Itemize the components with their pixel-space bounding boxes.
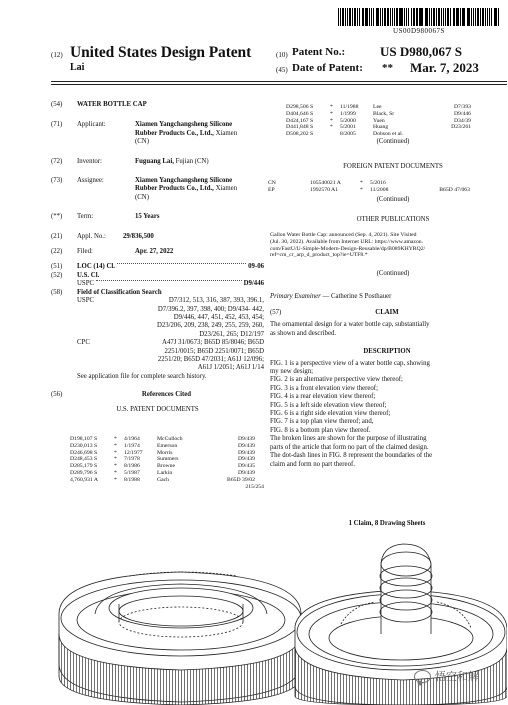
barcode-bar xyxy=(468,8,470,26)
patent-number: US D980,067 S xyxy=(380,44,462,59)
barcode-bar xyxy=(377,8,379,26)
barcode-bar xyxy=(429,8,430,26)
watermark: 悟空和解 xyxy=(414,668,479,684)
figure-description-line: FIG. 8 is a bottom plan view thereof. xyxy=(270,426,371,434)
barcode-bar xyxy=(494,8,495,26)
barcode-bar xyxy=(416,8,418,26)
reference-row: D246,698 S * 12/1977 Morris D9/439 xyxy=(70,449,255,456)
figure-descriptions xyxy=(270,360,504,469)
application-number: 29/836,500 xyxy=(123,232,154,240)
loc-class: 09-06 xyxy=(248,263,264,271)
barcode-bar xyxy=(491,8,492,26)
barcode-bar xyxy=(394,8,395,26)
patent-date: Mar. 7, 2023 xyxy=(410,60,479,75)
references-cited-title: References Cited xyxy=(141,391,192,399)
figure-description-line: my new design; xyxy=(270,368,314,376)
other-publications-title: OTHER PUBLICATIONS xyxy=(356,216,430,223)
barcode-bar xyxy=(384,8,387,26)
reference-row: D508,202 S 8/2005 Dobson et al. xyxy=(286,131,404,138)
header-rule-thin xyxy=(51,84,507,85)
barcode-bar xyxy=(347,8,348,26)
barcode-bar xyxy=(441,8,442,26)
assignee: Xiamen Yangchangsheng Silicone Rubber Products Co., Ltd., Xiamen (CN) xyxy=(135,177,238,201)
barcode-bar xyxy=(447,8,449,26)
barcode-bar xyxy=(482,8,484,26)
barcode-bar xyxy=(376,8,377,26)
search-history-note: See application file for complete search history. xyxy=(77,372,207,380)
description-title: DESCRIPTION xyxy=(363,348,411,356)
reference-row: D289,796 S * 5/1987 Larkin D9/439 xyxy=(70,469,255,476)
barcode-bar xyxy=(443,8,444,26)
figure-description-line: FIG. 4 is a rear elevation view thereof; xyxy=(270,393,376,401)
reference-row: D198,107 S * 4/1964 McCulloch D9/439 xyxy=(70,436,255,442)
reference-row: D248,453 S * 7/1978 Summers D9/439 xyxy=(70,456,255,463)
figure-description-line: FIG. 3 is a front elevation view thereof; xyxy=(270,384,378,392)
continued-note-2: (Continued) xyxy=(376,196,410,203)
claim-section: (57) CLAIM The ornamental design for a water bottle cap, substantially as shown and described. DESCRIPTION FIG. 1 is a perspective view of a water bottle cap, showing my new design; FIG. 2 is an alternative perspective view thereof; FIG. 3 is a front elevation view thereof; FIG. 4 is a rear elevation view thereof; FIG. 5 is a left side elevation view thereof; FIG. 6 is a right side elevation view thereof; FIG. 7 is a top plan view thereof; and, FIG. 8 is a bottom plan view thereof. The broken lines are shown for the purpose of illustrating parts of the article that form no part of the claimed design. The dot-dash lines in FIG. 8 represent the boundaries of the claim and form no part thereof. xyxy=(270,309,504,469)
reference-row: D285,179 S * 8/1986 Browne D9/435 xyxy=(70,463,255,470)
foreign-docs-title: FOREIGN PATENT DOCUMENTS xyxy=(343,163,443,170)
us-docs-title: U.S. PATENT DOCUMENTS xyxy=(116,405,199,413)
us-references-continued xyxy=(286,104,500,138)
barcode-bar xyxy=(413,8,414,26)
figure-description-line: FIG. 7 is a top plan view thereof; and, xyxy=(270,418,374,426)
barcode-bar xyxy=(462,8,463,26)
barcode-bar xyxy=(340,8,341,26)
claims-sheets: 1 Claim, 8 Drawing Sheets xyxy=(348,520,426,527)
kind-code-10: (10) xyxy=(276,51,288,59)
chat-bubble-icon xyxy=(414,670,431,683)
figure-description-line: FIG. 5 is a left side elevation view thereof; xyxy=(270,401,387,409)
continued-note-3: (Continued) xyxy=(376,270,410,277)
figure-description-line: claim and form no part thereof. xyxy=(270,460,355,468)
figure-description-line: The broken lines are shown for the purpose of illustrating xyxy=(270,435,427,443)
barcode-bar xyxy=(438,8,441,26)
barcode-bar xyxy=(453,8,454,26)
reference-row: 4,760,931 A * 8/1988 Gach B65D 39/02 xyxy=(70,476,255,483)
barcode-bar xyxy=(359,8,360,26)
barcode-bar xyxy=(396,8,398,26)
barcode-bar xyxy=(463,8,465,26)
uspc-class: D9/446 xyxy=(243,280,264,288)
kind-code-12: (12) xyxy=(51,51,63,59)
barcode-bar xyxy=(414,8,415,26)
barcode-bar xyxy=(349,8,352,26)
barcode-bar xyxy=(338,8,339,26)
inventor-short: Lai xyxy=(70,62,85,73)
figure-description-line: The dot-dash lines in FIG. 8 represent the boundaries of the xyxy=(270,452,433,460)
field-cpc-list: A47J 31/0673; B65D 85/8046; B65D 2251/0015; B65D 2251/0071; B65D 2251/20; B65D 47/2031; A61J 12/096; A61J 1/2051; A61J 1/14 xyxy=(157,339,264,372)
barcode-bar xyxy=(369,8,370,26)
barcode-bar xyxy=(357,8,359,26)
figure-description-line: FIG. 6 is a right side elevation view thereof; xyxy=(270,410,391,418)
patent-no-label: Patent No.: xyxy=(292,46,346,58)
foreign-reference-row: CN 105540021 A * 5/2016 xyxy=(268,180,386,186)
design-title: WATER BOTTLE CAP xyxy=(77,101,147,108)
date-mark: ** xyxy=(382,62,393,74)
inventor: Fuguang Lai, Fujian (CN) xyxy=(135,157,209,165)
other-publications: Gallon Water Bottle Cap: announced (Sep. 4, 2021). Site Visited (Jul. 30, 2022). Available from Internet URL: https://www.amazon. com/FastU/U-Simple-Modern-Design-Reusable/dp/B089KHYRQ2/ ref=cm_cr_arp_d_product_top?ie=UTF8.* xyxy=(270,232,426,259)
kind-code-45: (45) xyxy=(276,66,288,74)
barcode-bar xyxy=(460,8,461,26)
barcode-bar xyxy=(436,8,437,26)
barcode-bar xyxy=(454,8,455,26)
barcode-bar xyxy=(475,8,476,26)
reference-row: D298,506 S * 11/1988 Lee D7/393 xyxy=(286,104,471,110)
barcode-bar xyxy=(392,8,393,26)
barcode-bar xyxy=(406,8,407,26)
claim-title: CLAIM xyxy=(375,309,399,316)
barcode-bar xyxy=(399,8,400,26)
barcode-bar xyxy=(373,8,374,26)
date-label: Date of Patent: xyxy=(292,62,363,74)
barcode-bar xyxy=(473,8,474,26)
barcode-bar xyxy=(485,8,486,26)
barcode-bar xyxy=(411,8,412,26)
document-title: United States Design Patent xyxy=(70,44,252,61)
barcode-bar xyxy=(408,8,410,26)
barcode-bar xyxy=(456,8,459,26)
barcode-number: US00D980067S xyxy=(393,27,445,35)
barcode-bar xyxy=(431,8,432,26)
filed-date: Apr. 27, 2022 xyxy=(135,248,174,256)
reference-row: D230,013 S * 1/1974 Emerson D9/439 xyxy=(70,442,255,449)
applicant: Xiamen Yangchangsheng Silicone Rubber Products Co., Ltd., Xiamen (CN) xyxy=(135,121,238,146)
barcode-bar xyxy=(380,8,381,26)
barcode-bar xyxy=(387,8,389,26)
barcode-bar xyxy=(433,8,435,26)
barcode-bar xyxy=(345,8,346,26)
barcode-bar xyxy=(480,8,481,26)
barcode-bar xyxy=(365,8,368,26)
figure-description-line: parts of the article that form no part of the claimed design. xyxy=(270,443,429,451)
figure-description-line: FIG. 1 is a perspective view of a water bottle cap, showing xyxy=(270,359,430,367)
barcode-bar xyxy=(362,8,363,26)
claim-text: The ornamental design for a water bottle cap, substantially as shown and described. xyxy=(270,321,430,337)
last-reference-extra: 215/254 xyxy=(245,484,264,490)
barcode-bar xyxy=(354,8,356,26)
barcode-bar xyxy=(498,8,499,26)
barcode-bar xyxy=(426,8,428,26)
figure-description-line: FIG. 2 is an alternative perspective view thereof; xyxy=(270,376,403,384)
barcode-bar xyxy=(400,8,403,26)
barcode-bar xyxy=(422,8,423,26)
barcode-bar xyxy=(477,8,480,26)
barcode-bar xyxy=(425,8,426,26)
barcode-bar xyxy=(352,8,353,26)
barcode-bar xyxy=(404,8,405,26)
barcode-bar xyxy=(419,8,422,26)
barcode-bar xyxy=(471,8,472,26)
barcode-bar xyxy=(487,8,488,26)
barcode-bar xyxy=(450,8,452,26)
reference-row: D404,646 S * 1/1999 Black, Sr D9/446 xyxy=(286,110,471,117)
left-column: (54) WATER BOTTLE CAP (71) Applicant: Xiamen Yangchangsheng Silicone Rubber Products Co., Ltd., Xiamen (CN) (72) Inventor: Fuguang Lai, Fujian (CN) (73) Assignee: Xiamen Yangchangsheng Silicone Rubber Products Co., Ltd., Xiamen (CN) (**) Term: 15 Years (21) Appl. No.: 29/836,500 (22) Filed: Apr. 27, 2022 (51) LOC (14) Cl. 09-06 (52) U.S. Cl. USPC D9/446 (58) Field of Classification Search USPC D7/312, 513, 316, 387, 393, 396.1, D7/396.2, 397, 398, 400; D9/434- 442, D9/446, 447, 451, 452, 453, 454; D23/206, 209, 238, 249, 255, 259, 260, D23/261, 265; D12/197 CPC A47J 31/0673; B65D 85/8046; B65D 2251/0015; B65D 2251/0071; B65D 2251/20; B65D 47/2031; A61J 12/096; A61J 1/2051; A61J 1/14 See application file for complete search history. (56) References Cited U.S. PATENT DOCUMENTS xyxy=(51,101,264,413)
barcode-bar xyxy=(371,8,373,26)
primary-examiner: Primary Examiner — Catherine S Posthauer xyxy=(270,293,392,300)
barcode-bar xyxy=(467,8,468,26)
reference-row: D424,167 S * 5/2000 Yuen D34/39 xyxy=(286,117,471,124)
barcode-bar xyxy=(495,8,497,26)
reference-row: D441,848 S * 5/2001 Huang D23/261 xyxy=(286,124,471,131)
field-uspc-list: D7/312, 513, 316, 387, 393, 396.1, D7/396.2, 397, 398, 400; D9/434- 442, D9/446, 447, 451, 452, 453, 454; D23/206, 209, 238, 249, 255, 259, 260, D23/261, 265; D12/197 xyxy=(156,297,264,338)
barcode-bar xyxy=(445,8,446,26)
barcode xyxy=(338,8,500,26)
term: 15 Years xyxy=(135,213,160,221)
foreign-references-table xyxy=(268,180,500,194)
barcode-bar xyxy=(363,8,364,26)
continued-note-1: (Continued) xyxy=(376,138,410,145)
barcode-bar xyxy=(489,8,491,26)
barcode-bar xyxy=(342,8,344,26)
us-references-table xyxy=(70,436,264,484)
barcode-bar xyxy=(382,8,383,26)
bottle-cap-figure-1 xyxy=(59,572,301,705)
barcode-bar xyxy=(390,8,391,26)
foreign-reference-row: EP 1992570 A1 * 11/2008 B65D 47/063 xyxy=(268,186,470,193)
header-rule xyxy=(51,81,507,82)
